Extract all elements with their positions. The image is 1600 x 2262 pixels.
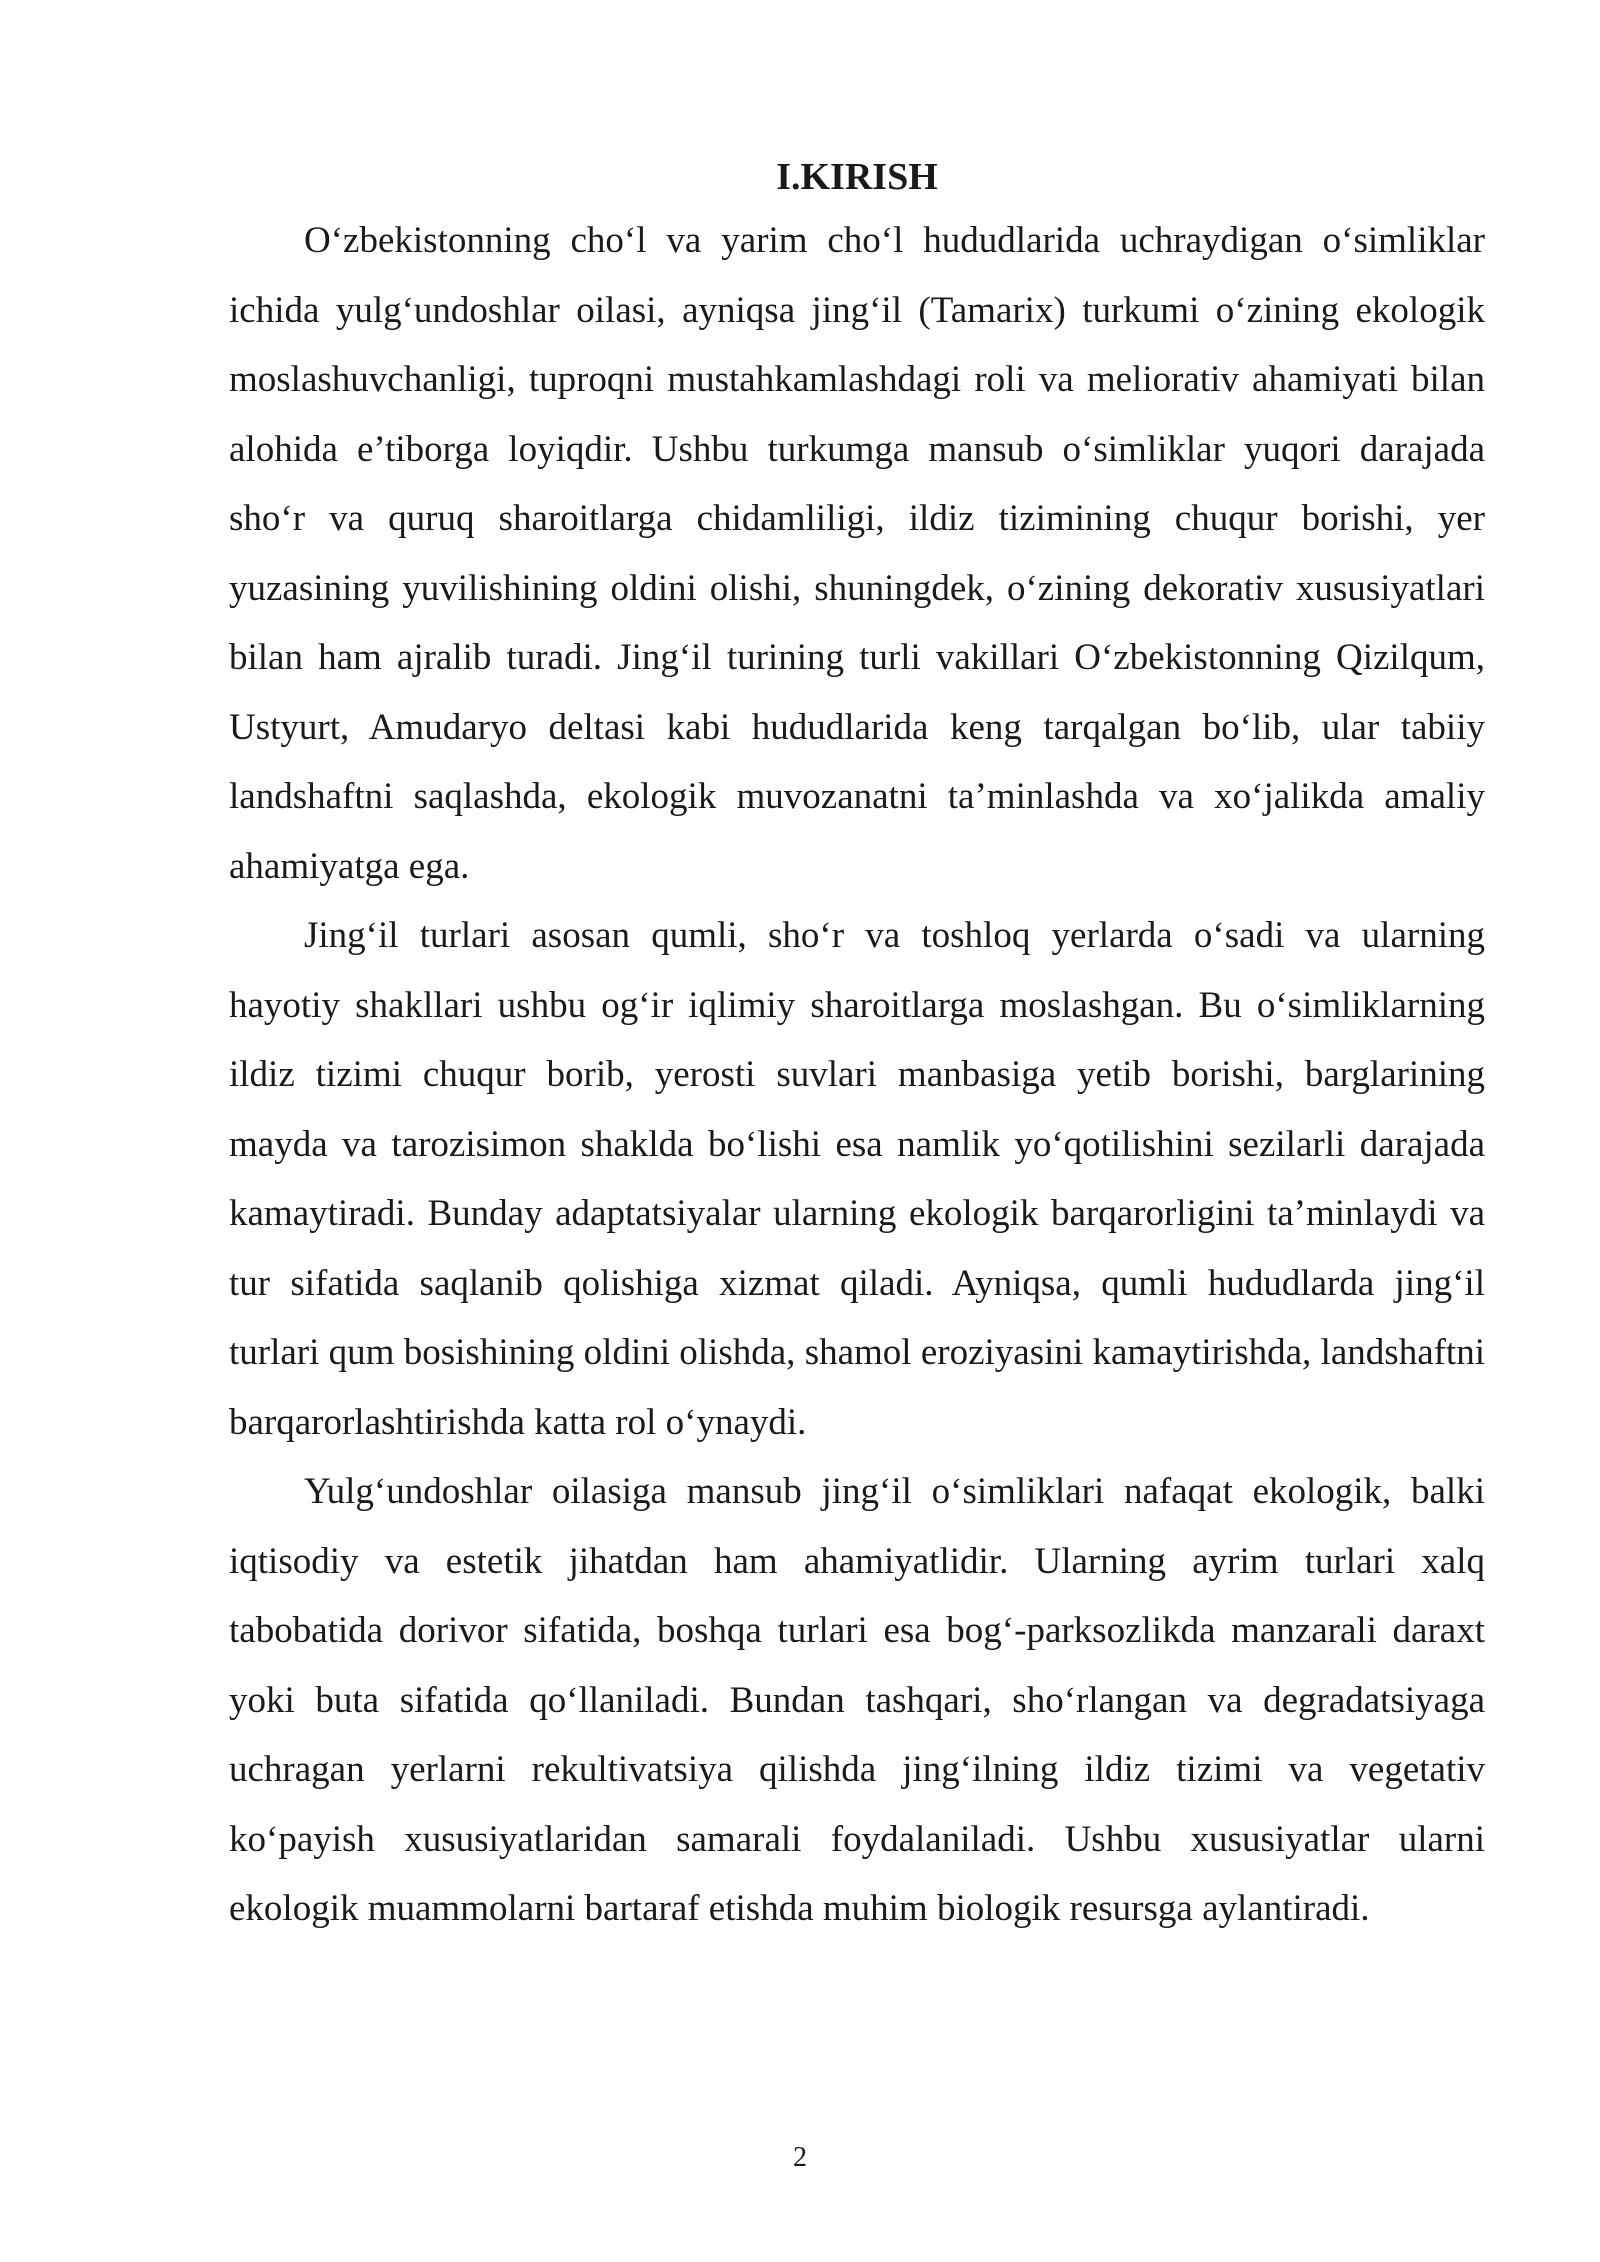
page-number: 2 [793, 2142, 807, 2173]
paragraph-2: Jing‘il turlari asosan qumli, sho‘r va toshloq yerlarda o‘sadi va ularning hayotiy shakllari ushbu og‘ir iqlimiy sharoitlarga moslashgan. Bu o‘simliklarning ildiz tizimi chuqur borib, yerosti suvlari manbasiga yetib borishi, barglarining mayda va tarozisimon shaklda bo‘lishi esa namlik yo‘qotilishini sezilarli darajada kamaytiradi. Bunday adaptatsiyalar ularning ekologik barqarorligini ta’minlaydi va tur sifatida saqlanib qolishiga xizmat qiladi. Ayniqsa, qumli hududlarda jing‘il turlari qum bosishining oldini olishda, shamol eroziyasini kamaytirishda, landshaftni barqarorlashtirishda katta rol o‘ynaydi. [229, 915, 1485, 1443]
paragraph-1: O‘zbekistonning cho‘l va yarim cho‘l hududlarida uchraydigan o‘simliklar ichida yulg‘undoshlar oilasi, ayniqsa jing‘il (Tamarix) turkumi o‘zining ekologik moslashuvchanligi, tuproqni mustahkamlashdagi roli va meliorativ ahamiyati bilan alohida e’tiborga loyiqdir. Ushbu turkumga mansub o‘simliklar yuqori darajada sho‘r va quruq sharoitlarga chidamliligi, ildiz tizimining chuqur borishi, yer yuzasining yuvilishining oldini olishi, shuningdek, o‘zining dekorativ xususiyatlari bilan ham ajralib turadi. Jing‘il turining turli vakillari O‘zbekistonning Qizilqum, Ustyurt, Amudaryo deltasi kabi hududlarida keng tarqalgan bo‘lib, ular tabiiy landshaftni saqlashda, ekologik muvozanatni ta’minlashda va xo‘jalikda amaliy ahamiyatga ega. [229, 220, 1485, 887]
page-body [229, 148, 1485, 1944]
paragraph-3: Yulg‘undoshlar oilasiga mansub jing‘il o‘simliklari nafaqat ekologik, balki iqtisodiy va estetik jihatdan ham ahamiyatlidir. Ularning ayrim turlari xalq tabobatida dorivor sifatida, boshqa turlari esa bog‘-parksozlikda manzarali daraxt yoki buta sifatida qo‘llaniladi. Bundan tashqari, sho‘rlangan va degradatsiyaga uchragan yerlarni rekultivatsiya qilishda jing‘ilning ildiz tizimi va vegetativ ko‘payish xususiyatlaridan samarali foydalaniladi. Ushbu xususiyatlar ularni ekologik muammolarni bartaraf etishda muhim biologik resursga aylantiradi. [229, 1471, 1485, 1929]
section-heading: I.KIRISH [776, 156, 938, 198]
